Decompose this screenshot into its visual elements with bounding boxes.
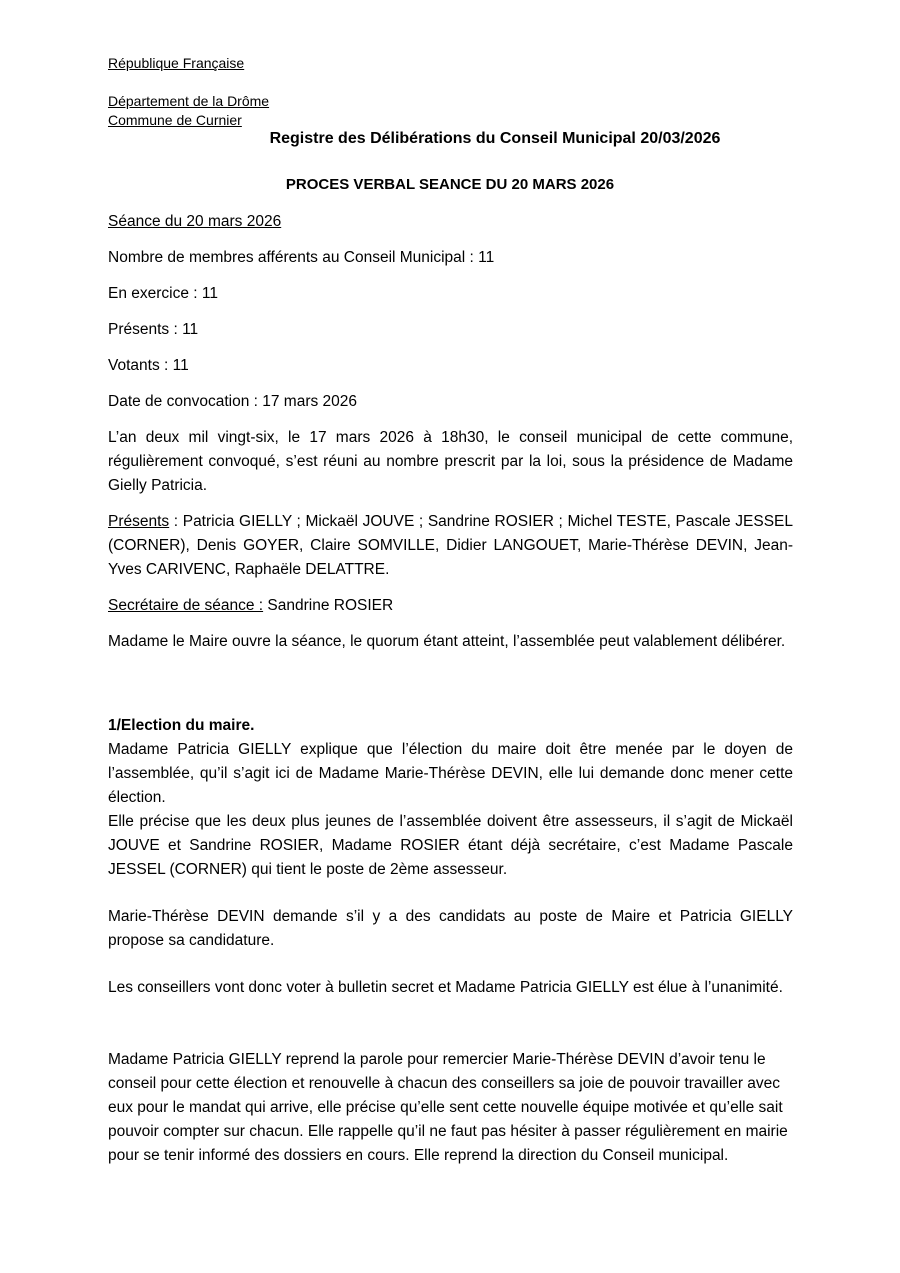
register-title: Registre des Délibérations du Conseil Municipal 20/03/2026	[269, 130, 721, 147]
secretary-name: Sandrine ROSIER	[263, 597, 394, 614]
present-list: : Patricia GIELLY ; Mickaël JOUVE ; Sandrine ROSIER ; Michel TESTE, Pascale JESSEL (CORNER), Denis GOYER, Claire SOMVILLE, Didier LANGOUET, Marie-Thérèse DEVIN, Jean-Yves CARIVENC, Raphaële DELATTRE.	[108, 513, 793, 578]
present-label: Présents	[108, 513, 170, 530]
section-paragraph-3: Marie-Thérèse DEVIN demande s’il y a des candidats au poste de Maire et Patricia GIELLY propose sa candidature.	[108, 908, 793, 949]
secretary-label: Secrétaire de séance :	[108, 597, 264, 614]
section-paragraph-1: Madame Patricia GIELLY explique que l’élection du maire doit être menée par le doyen de l’assemblée, qu’il s’agit ici de Madame Marie-Thérèse DEVIN, elle lui demande donc mener cette élection.	[108, 741, 793, 806]
convocation-date: Date de convocation : 17 mars 2026	[108, 393, 358, 410]
department-header: Département de la Drôme	[108, 93, 270, 109]
present-members-paragraph	[108, 510, 793, 582]
quorum-paragraph: Madame le Maire ouvre la séance, le quorum étant atteint, l’assemblée peut valablement délibérer.	[108, 633, 786, 650]
section-heading: 1/Election du maire.	[108, 717, 255, 734]
commune-header: Commune de Curnier	[108, 112, 242, 128]
voters-count: Votants : 11	[108, 357, 189, 374]
opening-paragraph: L’an deux mil vingt-six, le 17 mars 2026 à 18h30, le conseil municipal de cette commune, régulièrement convoqué, s’est réuni au nombre prescrit par la loi, sous la présidence de Madame Gielly Patricia.	[108, 429, 793, 494]
secretary-paragraph	[108, 594, 793, 618]
present-count: Présents : 11	[108, 321, 199, 338]
section-paragraph-2: Elle précise que les deux plus jeunes de l’assemblée doivent être assesseurs, il s’agit de Mickaël JOUVE et Sandrine ROSIER, Madame ROSIER étant déjà secrétaire, c’est Madame Pascale JESSEL (CORNER) qui tient le poste de 2ème assesseur.	[108, 813, 793, 878]
section-paragraph-5: Madame Patricia GIELLY reprend la parole pour remercier Marie-Thérèse DEVIN d’avoir tenu le conseil pour cette élection et renouvelle à chacun des conseillers sa joie de pouvoir travailler avec eux pour le mandat qui arrive, elle précise qu’elle sent cette nouvelle équipe motivée et qu’elle sait pouvoir compter sur chacun. Elle rappelle qu’il ne faut pas hésiter à passer régulièrement en mairie pour se tenir informé des dossiers en cours. Elle reprend la direction du Conseil municipal.	[108, 1051, 788, 1164]
session-date: Séance du 20 mars 2026	[108, 213, 282, 230]
minutes-subtitle: PROCES VERBAL SEANCE DU 20 MARS 2026	[285, 176, 615, 193]
in-office-count: En exercice : 11	[108, 285, 218, 302]
section-paragraph-4: Les conseillers vont donc voter à bulletin secret et Madame Patricia GIELLY est élue à l’unanimité.	[108, 979, 783, 996]
republic-header: République Française	[108, 55, 245, 71]
members-count: Nombre de membres afférents au Conseil Municipal : 11	[108, 249, 495, 266]
